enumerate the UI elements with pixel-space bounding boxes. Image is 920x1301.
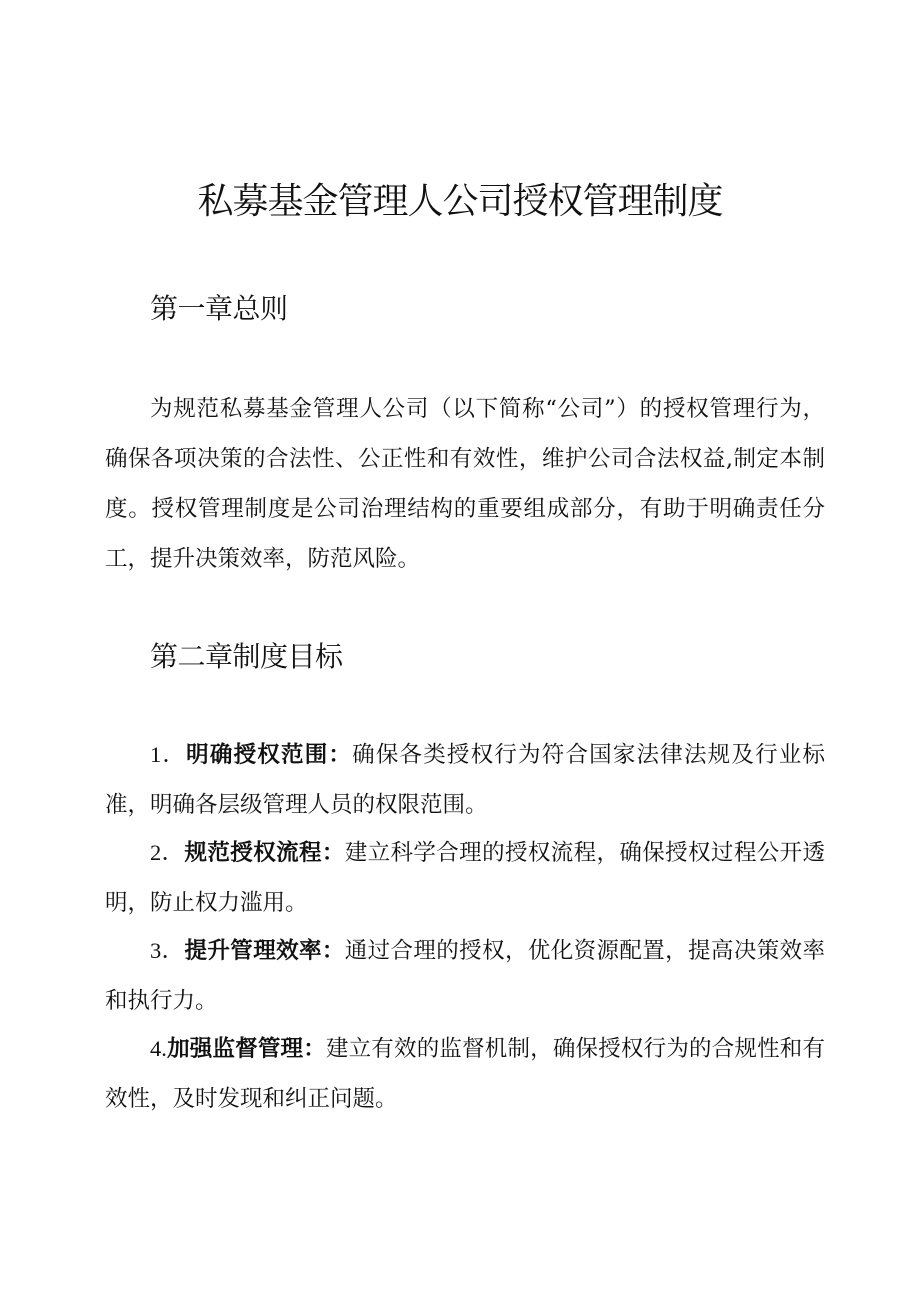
goal-item-label: 明确授权范围： (186, 742, 353, 768)
goal-item-label: 提升管理效率： (184, 938, 345, 964)
goal-item-1 (105, 730, 825, 830)
goal-item-number: 2． (150, 840, 185, 865)
goal-item-number: 1． (150, 742, 187, 767)
goal-item-label: 规范授权流程： (184, 840, 345, 866)
chapter-heading-2: 第二章制度目标 (150, 640, 343, 673)
goal-item-text: 建立有效的监督机制，确保授权行为的合规性和有效性，及时发现和纠正问题。 (105, 1036, 825, 1112)
chapter-1-paragraph: 为规范私募基金管理人公司（以下简称“公司”）的授权管理行为，确保各项决策的合法性、公正性和有效性，维护公司合法权益,制定本制度。授权管理制度是公司治理结构的重要组成部分，有助于明确责任分工，提升决策效率，防范风险。 (105, 396, 825, 572)
goal-item-text: 确保各类授权行为符合国家法律法规及行业标准，明确各层级管理人员的权限范围。 (105, 742, 825, 818)
goal-item-text: 建立科学合理的授权流程，确保授权过程公开透明，防止权力滥用。 (105, 840, 825, 916)
goal-item-label: 加强监督管理： (166, 1036, 326, 1062)
goal-item-2 (105, 828, 825, 928)
document-title: 私募基金管理人公司授权管理制度 (197, 181, 723, 222)
goal-item-3 (105, 926, 825, 1026)
goal-item-text: 通过合理的授权，优化资源配置，提高决策效率和执行力。 (105, 938, 825, 1014)
goal-item-number: 4. (150, 1036, 167, 1061)
chapter-heading-1: 第一章总则 (150, 292, 288, 325)
goal-item-4 (105, 1024, 825, 1124)
goal-item-number: 3． (150, 938, 185, 963)
